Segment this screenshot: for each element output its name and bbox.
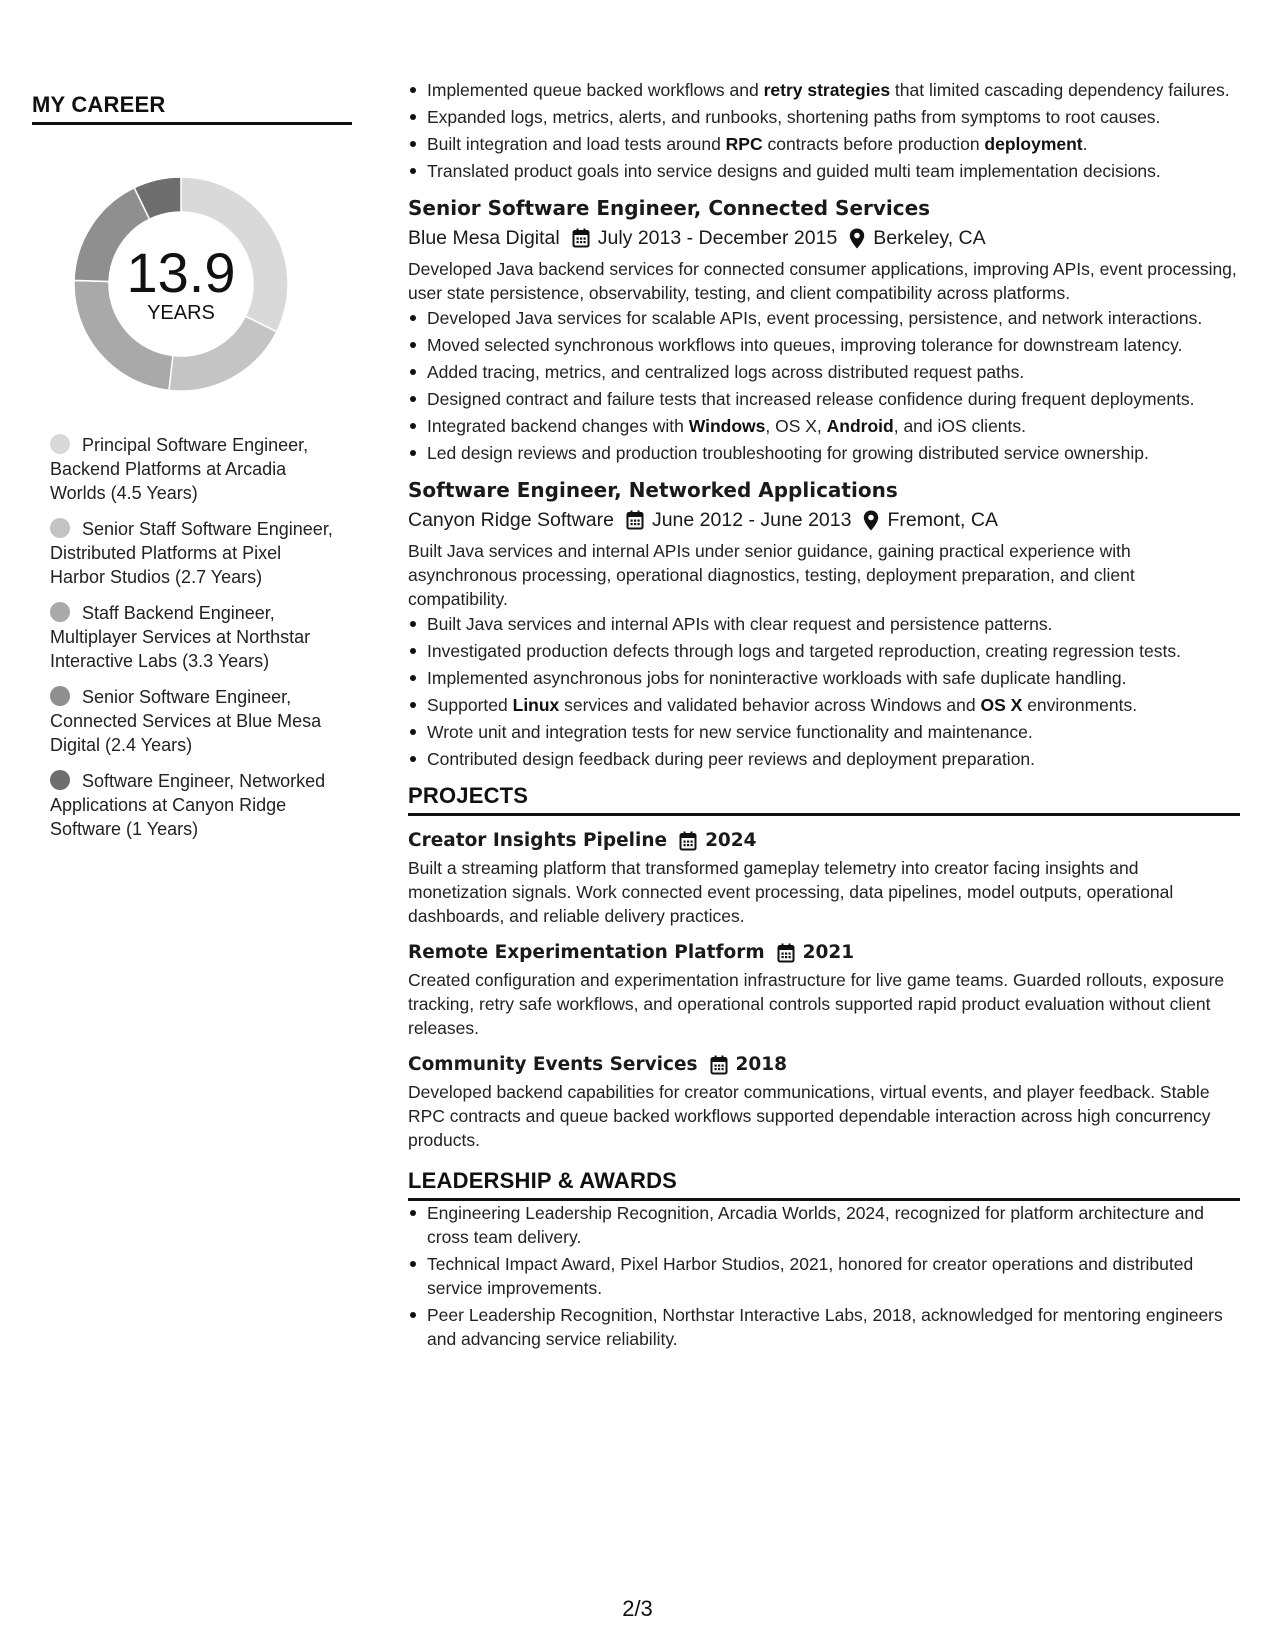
text: Moved selected synchronous workflows into queues, improving tolerance for downstream latency. bbox=[427, 335, 1183, 355]
projects-heading: PROJECTS bbox=[408, 783, 1240, 816]
project-description: Created configuration and experimentation infrastructure for live game teams. Guarded rollouts, exposure tracking, retry safe workflows, and operational controls supported rapid product evaluation without client releases. bbox=[408, 970, 1225, 1038]
text: Designed contract and failure tests that increased release confidence during frequent deployments. bbox=[427, 389, 1195, 409]
text: Implemented asynchronous jobs for noninteractive workloads with safe duplicate handling. bbox=[427, 668, 1127, 688]
bold-text: retry strategies bbox=[763, 80, 891, 100]
page-number: 2/3 bbox=[622, 1596, 653, 1621]
main-column bbox=[408, 78, 1238, 1354]
bullet-item bbox=[427, 414, 1238, 438]
total-years-value: 13.9 bbox=[126, 240, 236, 304]
text: that limited cascading dependency failures. bbox=[890, 80, 1230, 100]
awards-list bbox=[408, 1201, 1238, 1351]
project-title bbox=[408, 938, 1238, 968]
bold-text: Linux bbox=[512, 695, 560, 715]
text: Integrated backend changes with bbox=[427, 416, 689, 436]
total-years-unit: YEARS bbox=[147, 301, 215, 324]
text: Investigated production defects through logs and targeted reproduction, creating regression tests. bbox=[427, 641, 1181, 661]
job-title: Software Engineer, Networked Applications bbox=[408, 478, 898, 502]
bullet-item bbox=[427, 159, 1238, 183]
job-meta bbox=[408, 223, 1238, 253]
location-pin-icon bbox=[863, 510, 879, 531]
project-entry bbox=[408, 826, 1238, 928]
bullet-item bbox=[427, 132, 1238, 156]
bold-text: Windows bbox=[688, 416, 766, 436]
job-entry bbox=[408, 475, 1238, 771]
bullet-item bbox=[427, 612, 1238, 636]
donut-center bbox=[66, 169, 296, 399]
career-item-label: Senior Staff Software Engineer, Distributed Platforms at Pixel Harbor Studios (2.7 Years) bbox=[50, 519, 333, 587]
text: Developed Java services for scalable APIs, event processing, persistence, and network interactions. bbox=[427, 308, 1203, 328]
text: environments. bbox=[1022, 695, 1138, 715]
project-description: Developed backend capabilities for creator communications, virtual events, and player feedback. Stable RPC contracts and queue backed workflows supported dependable interaction across high concurrency products. bbox=[408, 1082, 1211, 1150]
bold-text: OS X bbox=[980, 695, 1023, 715]
legend-dot bbox=[50, 518, 70, 538]
text: contracts before production bbox=[762, 134, 985, 154]
text: Supported bbox=[427, 695, 513, 715]
bullet-item bbox=[427, 387, 1238, 411]
calendar-icon bbox=[626, 510, 644, 530]
text: . bbox=[1082, 134, 1088, 154]
job-bullets bbox=[408, 306, 1238, 465]
company-name: Canyon Ridge Software bbox=[408, 509, 614, 531]
award-item: Engineering Leadership Recognition, Arcadia Worlds, 2024, recognized for platform architecture and cross team delivery. bbox=[427, 1201, 1238, 1249]
project-name: Remote Experimentation Platform bbox=[408, 942, 765, 963]
bullet-item bbox=[427, 747, 1238, 771]
career-item bbox=[50, 685, 335, 757]
job-entry bbox=[408, 193, 1238, 465]
career-item-label: Principal Software Engineer, Backend Platforms at Arcadia Worlds (4.5 Years) bbox=[50, 435, 309, 503]
text: Expanded logs, metrics, alerts, and runbooks, shortening paths from symptoms to root causes. bbox=[427, 107, 1161, 127]
job-dates: July 2013 - December 2015 bbox=[597, 227, 838, 249]
project-year: 2024 bbox=[705, 830, 757, 851]
job-bullets bbox=[408, 612, 1238, 771]
legend-dot bbox=[50, 686, 70, 706]
legend-dot bbox=[50, 434, 70, 454]
calendar-icon bbox=[572, 228, 590, 248]
project-year: 2021 bbox=[802, 942, 855, 963]
award-item: Technical Impact Award, Pixel Harbor Studios, 2021, honored for creator operations and distributed service improvements. bbox=[427, 1252, 1238, 1300]
bullet-item bbox=[427, 441, 1238, 465]
calendar-icon bbox=[710, 1055, 728, 1075]
text: Implemented queue backed workflows and bbox=[427, 80, 764, 100]
job-meta bbox=[408, 505, 1238, 535]
previous-job-bullets bbox=[408, 78, 1238, 183]
job-location: Fremont, CA bbox=[887, 509, 998, 531]
bold-text: deployment bbox=[984, 134, 1083, 154]
bullet-item bbox=[427, 693, 1238, 717]
career-item bbox=[50, 769, 335, 841]
job-description: Built Java services and internal APIs under senior guidance, gaining practical experience with asynchronous processing, operational diagnostics, testing, deployment preparation, and client compatibility. bbox=[408, 541, 1135, 609]
text: Led design reviews and production troubleshooting for growing distributed service ownership. bbox=[427, 443, 1149, 463]
career-item bbox=[50, 433, 335, 505]
career-item-label: Staff Backend Engineer, Multiplayer Services at Northstar Interactive Labs (3.3 Years) bbox=[50, 603, 311, 671]
bullet-item bbox=[427, 306, 1238, 330]
career-heading: MY CAREER bbox=[32, 92, 352, 125]
company-name: Blue Mesa Digital bbox=[408, 227, 560, 249]
career-item-label: Software Engineer, Networked Applications at Canyon Ridge Software (1 Years) bbox=[50, 771, 326, 839]
job-location: Berkeley, CA bbox=[873, 227, 986, 249]
bullet-item bbox=[427, 639, 1238, 663]
project-list bbox=[408, 826, 1238, 1152]
project-title bbox=[408, 1050, 1238, 1080]
text: services and validated behavior across Windows and bbox=[559, 695, 981, 715]
project-title bbox=[408, 826, 1238, 856]
bullet-item bbox=[427, 105, 1238, 129]
career-item bbox=[50, 517, 335, 589]
calendar-icon bbox=[777, 943, 795, 963]
awards-heading: LEADERSHIP & AWARDS bbox=[408, 1168, 1240, 1201]
legend-dot bbox=[50, 770, 70, 790]
bullet-item bbox=[427, 78, 1238, 102]
text: , OS X, bbox=[765, 416, 827, 436]
job-dates: June 2012 - June 2013 bbox=[651, 509, 852, 531]
project-year: 2018 bbox=[735, 1054, 787, 1075]
text: Contributed design feedback during peer reviews and deployment preparation. bbox=[427, 749, 1036, 769]
project-entry bbox=[408, 1050, 1238, 1152]
project-name: Community Events Services bbox=[408, 1054, 698, 1075]
project-name: Creator Insights Pipeline bbox=[408, 830, 668, 851]
bullet-item bbox=[427, 360, 1238, 384]
text: Built integration and load tests around bbox=[427, 134, 726, 154]
text: Wrote unit and integration tests for new service functionality and maintenance. bbox=[427, 722, 1033, 742]
career-sidebar bbox=[32, 92, 352, 853]
location-pin-icon bbox=[849, 228, 865, 249]
bullet-item bbox=[427, 333, 1238, 357]
job-description: Developed Java backend services for connected consumer applications, improving APIs, event processing, user state persistence, observability, testing, and client compatibility across platforms. bbox=[408, 259, 1237, 303]
text: , and iOS clients. bbox=[893, 416, 1027, 436]
job-list bbox=[408, 193, 1238, 771]
career-item-label: Senior Software Engineer, Connected Services at Blue Mesa Digital (2.4 Years) bbox=[50, 687, 322, 755]
award-item: Peer Leadership Recognition, Northstar Interactive Labs, 2018, acknowledged for mentoring engineers and advancing service reliability. bbox=[427, 1303, 1238, 1351]
calendar-icon bbox=[679, 831, 697, 851]
text: Translated product goals into service designs and guided multi team implementation decisions. bbox=[427, 161, 1161, 181]
bullet-item bbox=[427, 666, 1238, 690]
career-item bbox=[50, 601, 335, 673]
project-description: Built a streaming platform that transformed gameplay telemetry into creator facing insights and monetization signals. Work connected event processing, data pipelines, model outputs, operational dashboards, and reliable delivery practices. bbox=[408, 858, 1174, 926]
career-legend bbox=[50, 433, 335, 841]
legend-dot bbox=[50, 602, 70, 622]
career-donut-chart bbox=[66, 169, 296, 399]
project-entry bbox=[408, 938, 1238, 1040]
bold-text: RPC bbox=[725, 134, 763, 154]
text: Built Java services and internal APIs with clear request and persistence patterns. bbox=[427, 614, 1053, 634]
text: Added tracing, metrics, and centralized logs across distributed request paths. bbox=[427, 362, 1025, 382]
bold-text: Android bbox=[826, 416, 894, 436]
bullet-item bbox=[427, 720, 1238, 744]
job-title: Senior Software Engineer, Connected Services bbox=[408, 196, 931, 220]
